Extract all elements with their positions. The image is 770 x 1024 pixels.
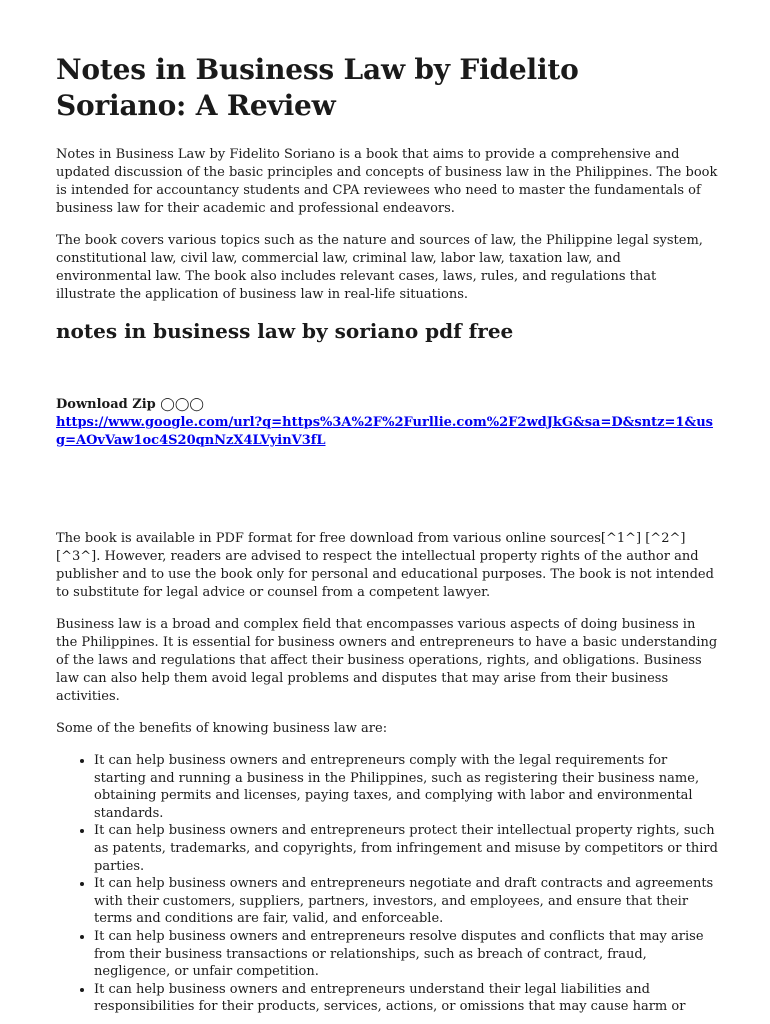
body-paragraph: Business law is a broad and complex field that encompasses various aspects of doing business in the Philippines. It is essential for business owners and entrepreneurs to have a basic understanding of the laws and regulations that affect their business operations, rights, and obligations. Business law can also help them avoid legal problems and disputes that may arise from their business activities.: [56, 617, 718, 704]
article-title: Notes in Business Law by Fidelito Soriano: A Review: [56, 53, 579, 122]
download-link[interactable]: https://www.google.com/url?q=https%3A%2F%2Furllie.com%2F2wdJkG&sa=D&sntz=1&usg=AOvVaw1oc4S20qnNzX4LVyinV3fL: [56, 415, 713, 448]
body-paragraph: The book is available in PDF format for free download from various online sources[^1^] [^2^] [^3^]. However, readers are advised to respect the intellectual property rights of the author and publisher and to use the book only for personal and educational purposes. The book is not intended to substitute for legal advice or counsel from a competent lawyer.: [56, 531, 714, 600]
list-item: • It can help business owners and entrepreneurs resolve disputes and conflicts that may arise from their business transactions or relationships, such as breach of contract, fraud, negligence, or unfair competition.: [94, 928, 718, 981]
download-label: Download Zip ◯◯◯: [56, 397, 204, 412]
intro-paragraph: The book covers various topics such as the nature and sources of law, the Philippine legal system, constitutional law, civil law, commercial law, criminal law, labor law, taxation law, and environmental law. The book also includes relevant cases, laws, rules, and regulations that illustrate the application of business law in real-life situations.: [56, 233, 703, 302]
list-item: • It can help business owners and entrepreneurs protect their intellectual property rights, such as patents, trademarks, and copyrights, from infringement and misuse by competitors or third parties.: [94, 822, 718, 875]
list-item: • It can help business owners and entrepreneurs understand their legal liabilities and responsibilities for their products, services, actions, or omissions that may cause harm or: [94, 981, 718, 1016]
body-paragraph: Some of the benefits of knowing business law are:: [56, 721, 388, 736]
document-page: [56, 52, 718, 1016]
list-item: • It can help business owners and entrepreneurs negotiate and draft contracts and agreements with their customers, suppliers, partners, investors, and employees, and ensure that their terms and conditions are fair, valid, and enforceable.: [94, 875, 718, 928]
section-subheading: notes in business law by soriano pdf free: [56, 319, 514, 343]
intro-paragraph: Notes in Business Law by Fidelito Soriano is a book that aims to provide a comprehensive and updated discussion of the basic principles and concepts of business law in the Philippines. The book is intended for accountancy students and CPA reviewees who need to master the fundamentals of business law for their academic and professional endeavors.: [56, 147, 718, 216]
download-block: [56, 396, 718, 450]
list-item: • It can help business owners and entrepreneurs comply with the legal requirements for starting and running a business in the Philippines, such as registering their business name, obtaining permits and licenses, paying taxes, and complying with labor and environmental standards.: [94, 752, 718, 822]
benefits-list: [56, 752, 718, 1016]
